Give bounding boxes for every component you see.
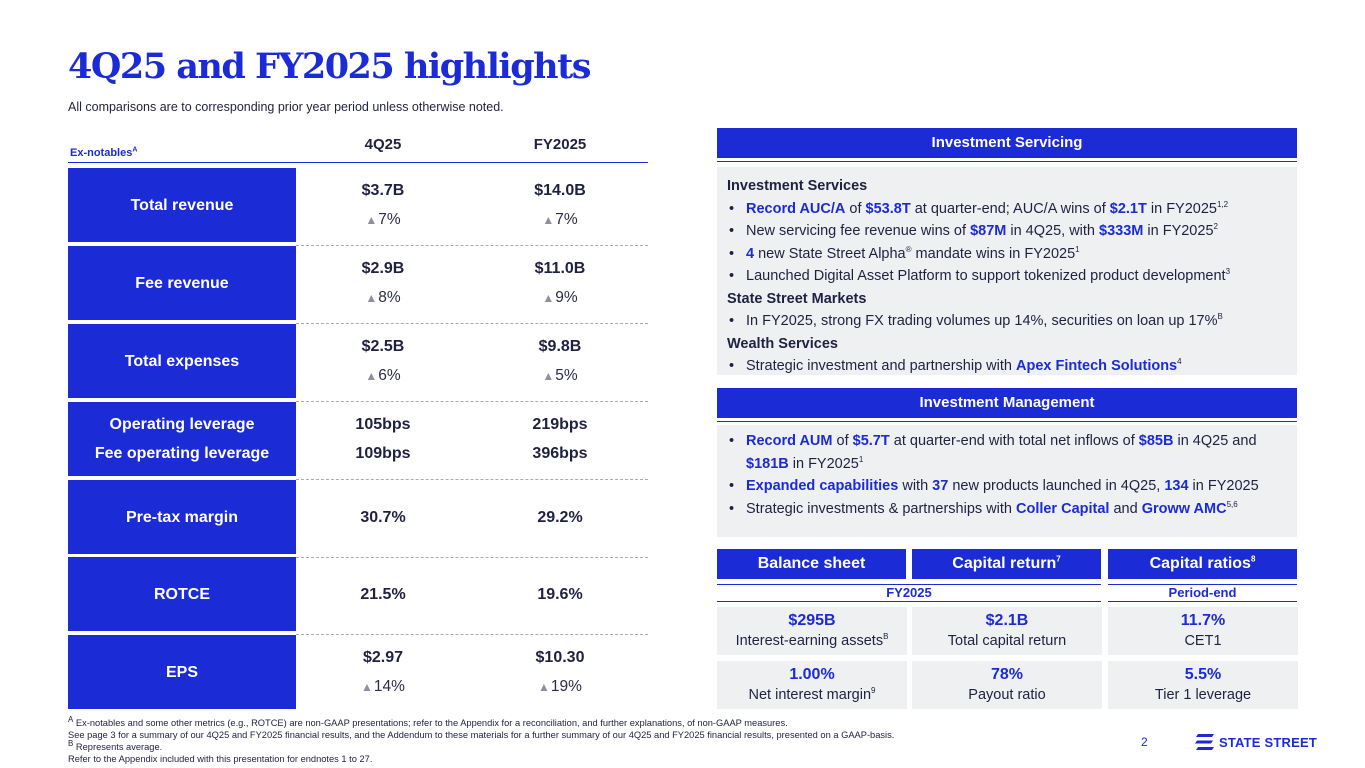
- table-row-operating-leverage: [68, 402, 648, 476]
- value-4q25: $2.5B ▲6%: [361, 337, 405, 384]
- fy2025-subheader: FY2025: [717, 584, 1101, 602]
- investment-management-panel: [717, 425, 1297, 537]
- list-item: • New servicing fee revenue wins of $87M in 4Q25, with $333M in FY2025$^2$: [727, 220, 1287, 243]
- metric-interest-earning-assets: $295B Interest-earning assets$^B$: [717, 607, 907, 655]
- up-triangle-icon: ▲: [542, 212, 555, 227]
- metric-net-interest-margin: 1.00% Net interest margin$^9$: [717, 661, 907, 709]
- capital-ratios-header: Capital ratios$^8$: [1108, 549, 1297, 579]
- table-row-pretax-margin: [68, 480, 648, 554]
- ex-notables-label: Ex-notables$^A$: [70, 146, 138, 159]
- list-item: • Launched Digital Asset Platform to support tokenized product development$^3$: [727, 265, 1287, 288]
- period-end-subheader: Period-end: [1108, 584, 1297, 602]
- list-item: • Strategic investments & partnerships with Coller Capital and Groww AMC$^{5,6}$: [727, 498, 1287, 521]
- row-label: Total expenses: [68, 324, 296, 398]
- state-street-logo-icon: [1195, 733, 1215, 751]
- list-item: • Expanded capabilities with 37 new products launched in 4Q25, 134 in FY2025: [727, 475, 1287, 498]
- row-label: Total revenue: [68, 168, 296, 242]
- list-item: • In FY2025, strong FX trading volumes up 14%, securities on loan up 17%$^B$: [727, 310, 1287, 333]
- section-title: State Street Markets: [727, 290, 867, 307]
- section-title: Wealth Services: [727, 335, 838, 352]
- value-4q25: 105bps 109bps: [355, 416, 411, 462]
- header-underline: [717, 161, 1297, 162]
- metric-cet1: 11.7% CET1: [1108, 607, 1298, 655]
- col-header-4q25: 4Q25: [364, 136, 402, 153]
- value-4q25: $2.97 ▲14%: [361, 648, 405, 695]
- investment-servicing-header: Investment Servicing: [717, 128, 1297, 158]
- metric-tier1-leverage: 5.5% Tier 1 leverage: [1108, 661, 1298, 709]
- footnote: Refer to the Appendix included with this presentation for endnotes 1 to 27.: [68, 754, 373, 764]
- list-item: • Strategic investment and partnership with Apex Fintech Solutions$^4$: [727, 355, 1287, 378]
- up-triangle-icon: ▲: [538, 679, 550, 694]
- metric-total-capital-return: $2.1B Total capital return: [912, 607, 1102, 655]
- value-fy2025: 19.6%: [537, 585, 583, 603]
- footnotes: [68, 714, 1118, 765]
- footnote: See page 3 for a summary of our 4Q25 and FY2025 financial results, and the Addendum to these materials for a further summary of our 4Q25 and FY2025 financial results, presented on a GAAP-basis.: [68, 730, 895, 740]
- value-fy2025: $14.0B ▲7%: [534, 181, 586, 228]
- row-label: EPS: [68, 635, 296, 709]
- balance-sheet-header: Balance sheet: [717, 549, 906, 579]
- up-triangle-icon: ▲: [365, 290, 378, 305]
- value-fy2025: $10.30 ▲19%: [535, 648, 585, 695]
- value-fy2025: $11.0B ▲9%: [534, 259, 586, 306]
- value-4q25: $2.9B ▲8%: [361, 259, 405, 306]
- metric-payout-ratio: 78% Payout ratio: [912, 661, 1102, 709]
- value-4q25: 30.7%: [360, 508, 406, 526]
- table-row-rotce: [68, 557, 648, 631]
- col-header-fy2025: FY2025: [533, 136, 587, 153]
- table-row-total-revenue: [68, 168, 648, 242]
- row-label: Operating leverage Fee operating leverage: [68, 402, 296, 476]
- page-title: 4Q25 and FY2025 highlights: [68, 46, 590, 87]
- state-street-logo: STATE STREET: [1195, 733, 1317, 751]
- table-row-eps: [68, 635, 648, 709]
- up-triangle-icon: ▲: [365, 368, 378, 383]
- row-label: Fee revenue: [68, 246, 296, 320]
- value-4q25: $3.7B ▲7%: [361, 181, 405, 228]
- capital-return-header: Capital return$^7$: [912, 549, 1101, 579]
- row-label: Pre-tax margin: [68, 480, 296, 554]
- list-item: • 4 new State Street Alpha® mandate wins in FY2025$^1$: [727, 243, 1287, 266]
- list-item: • Record AUC/A of $53.8T at quarter-end; AUC/A wins of $2.1T in FY2025$^{1,2}$: [727, 198, 1287, 221]
- up-triangle-icon: ▲: [361, 679, 373, 694]
- header-underline: [717, 421, 1297, 422]
- investment-servicing-panel: [717, 167, 1297, 375]
- footnote: $^A$ Ex-notables and some other metrics (e.g., ROTCE) are non-GAAP presentations; refer to the Appendix for a reconciliation, and further explanations, of non-GAAP measures.: [68, 714, 788, 728]
- value-fy2025: 29.2%: [537, 508, 583, 526]
- table-row-total-expenses: [68, 324, 648, 398]
- table-row-fee-revenue: [68, 246, 648, 320]
- up-triangle-icon: ▲: [542, 290, 555, 305]
- value-4q25: 21.5%: [360, 585, 406, 603]
- value-fy2025: 219bps 396bps: [532, 416, 588, 462]
- investment-management-header: Investment Management: [717, 388, 1297, 418]
- value-fy2025: $9.8B ▲5%: [538, 337, 582, 384]
- page-subtitle: All comparisons are to corresponding prior year period unless otherwise noted.: [68, 100, 504, 114]
- row-label: ROTCE: [68, 557, 296, 631]
- up-triangle-icon: ▲: [542, 368, 555, 383]
- footnote: $^B$ Represents average.: [68, 738, 163, 752]
- up-triangle-icon: ▲: [365, 212, 378, 227]
- table-header: [68, 130, 648, 163]
- section-title: Investment Services: [727, 178, 868, 194]
- list-item: • Record AUM of $5.7T at quarter-end with total net inflows of $85B in 4Q25 and $181B in FY2025$^1$: [727, 430, 1287, 475]
- page-number: 2: [1141, 735, 1148, 749]
